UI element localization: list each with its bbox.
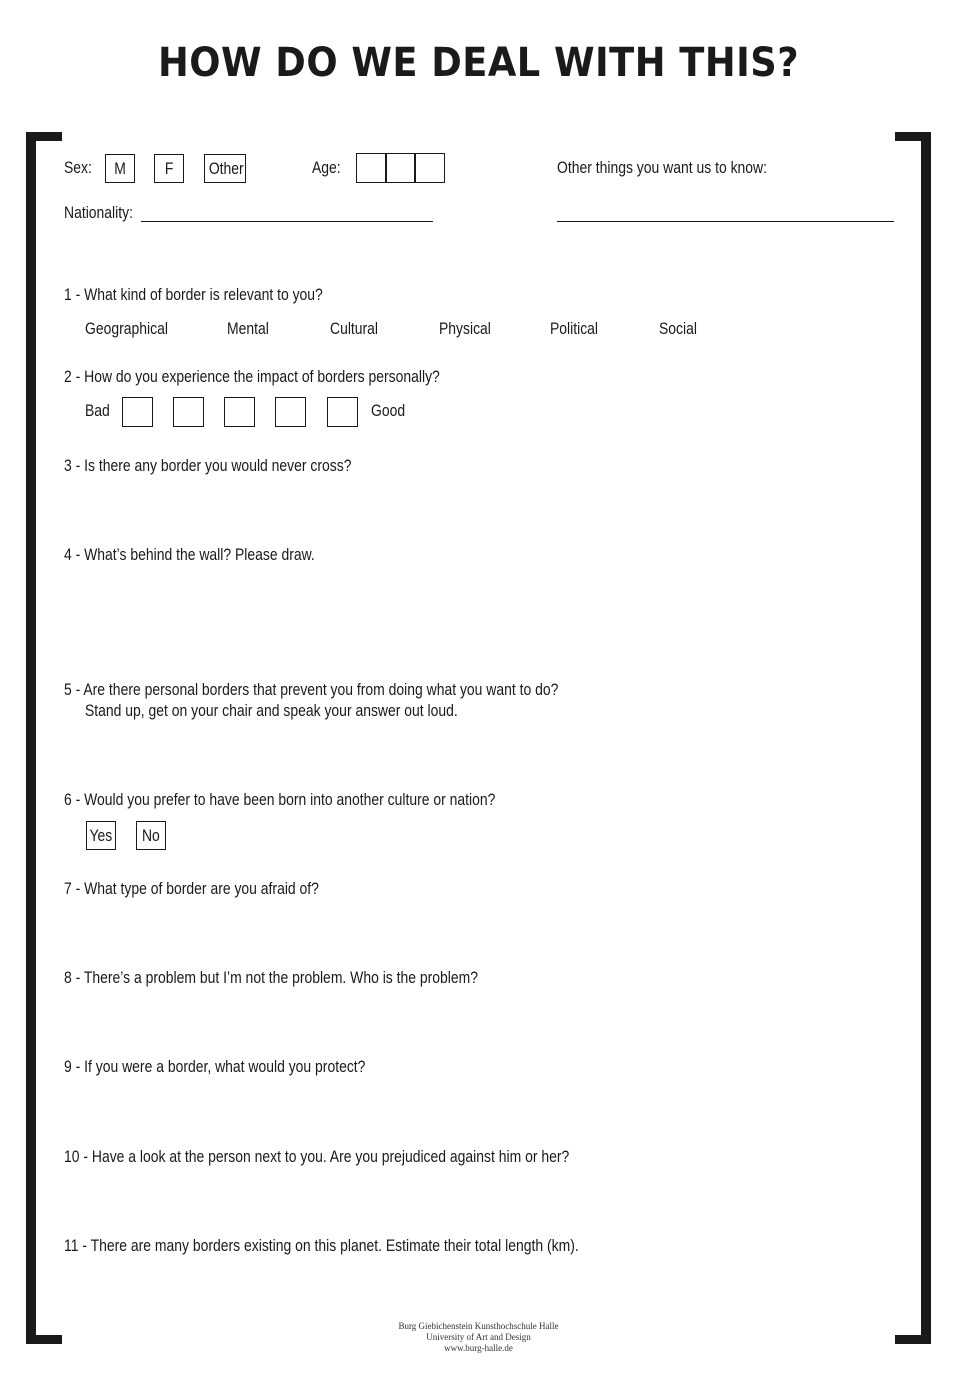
- q2-scale-box-5[interactable]: [327, 397, 358, 427]
- footer-credit: [0, 1321, 957, 1354]
- nationality-label: Nationality:: [64, 203, 133, 222]
- question-5: 5 - Are there personal borders that prevent you from doing what you want to do?: [64, 680, 559, 699]
- q6-option-yes[interactable]: Yes: [86, 821, 116, 850]
- q2-bad-label: Bad: [85, 401, 110, 420]
- question-1: 1 - What kind of border is relevant to you?: [64, 285, 323, 304]
- q1-option-physical[interactable]: Physical: [439, 319, 491, 338]
- q6-option-no[interactable]: No: [136, 821, 166, 850]
- age-digit-box[interactable]: [385, 153, 416, 183]
- q1-option-political[interactable]: Political: [550, 319, 599, 338]
- question-10: 10 - Have a look at the person next to you. Are you prejudiced against him or her?: [64, 1147, 570, 1166]
- sex-option-f[interactable]: F: [154, 154, 184, 183]
- question-8: 8 - There’s a problem but I’m not the problem. Who is the problem?: [64, 968, 479, 987]
- question-4: 4 - What’s behind the wall? Please draw.: [64, 545, 315, 564]
- q1-option-mental[interactable]: Mental: [227, 319, 269, 338]
- age-label: Age:: [312, 158, 341, 177]
- q2-scale-box-3[interactable]: [224, 397, 255, 427]
- question-11: 11 - There are many borders existing on this planet. Estimate their total length (km).: [64, 1236, 579, 1255]
- q2-scale-box-1[interactable]: [122, 397, 153, 427]
- q1-option-social[interactable]: Social: [659, 319, 697, 338]
- question-9: 9 - If you were a border, what would you protect?: [64, 1057, 366, 1076]
- age-digit-box[interactable]: [356, 153, 387, 183]
- question-2: 2 - How do you experience the impact of borders personally?: [64, 367, 440, 386]
- age-digit-box[interactable]: [414, 153, 445, 183]
- q2-scale-box-2[interactable]: [173, 397, 204, 427]
- other-info-field[interactable]: [557, 221, 894, 222]
- sex-option-other[interactable]: Other: [204, 154, 246, 183]
- q2-scale-box-4[interactable]: [275, 397, 306, 427]
- question-3: 3 - Is there any border you would never cross?: [64, 456, 352, 475]
- q2-good-label: Good: [371, 401, 406, 420]
- left-bracket: [26, 132, 62, 1344]
- sex-option-m[interactable]: M: [105, 154, 135, 183]
- question-7: 7 - What type of border are you afraid of?: [64, 879, 319, 898]
- other-info-label: Other things you want us to know:: [557, 158, 767, 177]
- page-title: HOW DO WE DEAL WITH THIS?: [157, 40, 800, 86]
- nationality-field[interactable]: [141, 221, 433, 222]
- question-6: 6 - Would you prefer to have been born into another culture or nation?: [64, 790, 496, 809]
- q1-option-geographical[interactable]: Geographical: [85, 319, 168, 338]
- footer-website: www.burg-halle.de: [444, 1343, 513, 1353]
- footer-subtitle: University of Art and Design: [426, 1332, 531, 1342]
- sex-label: Sex:: [64, 158, 92, 177]
- right-bracket: [895, 132, 931, 1344]
- footer-institution: Burg Giebichenstein Kunsthochschule Halle: [398, 1321, 559, 1331]
- question-5-instruction: Stand up, get on your chair and speak your answer out loud.: [85, 701, 458, 720]
- q1-option-cultural[interactable]: Cultural: [330, 319, 379, 338]
